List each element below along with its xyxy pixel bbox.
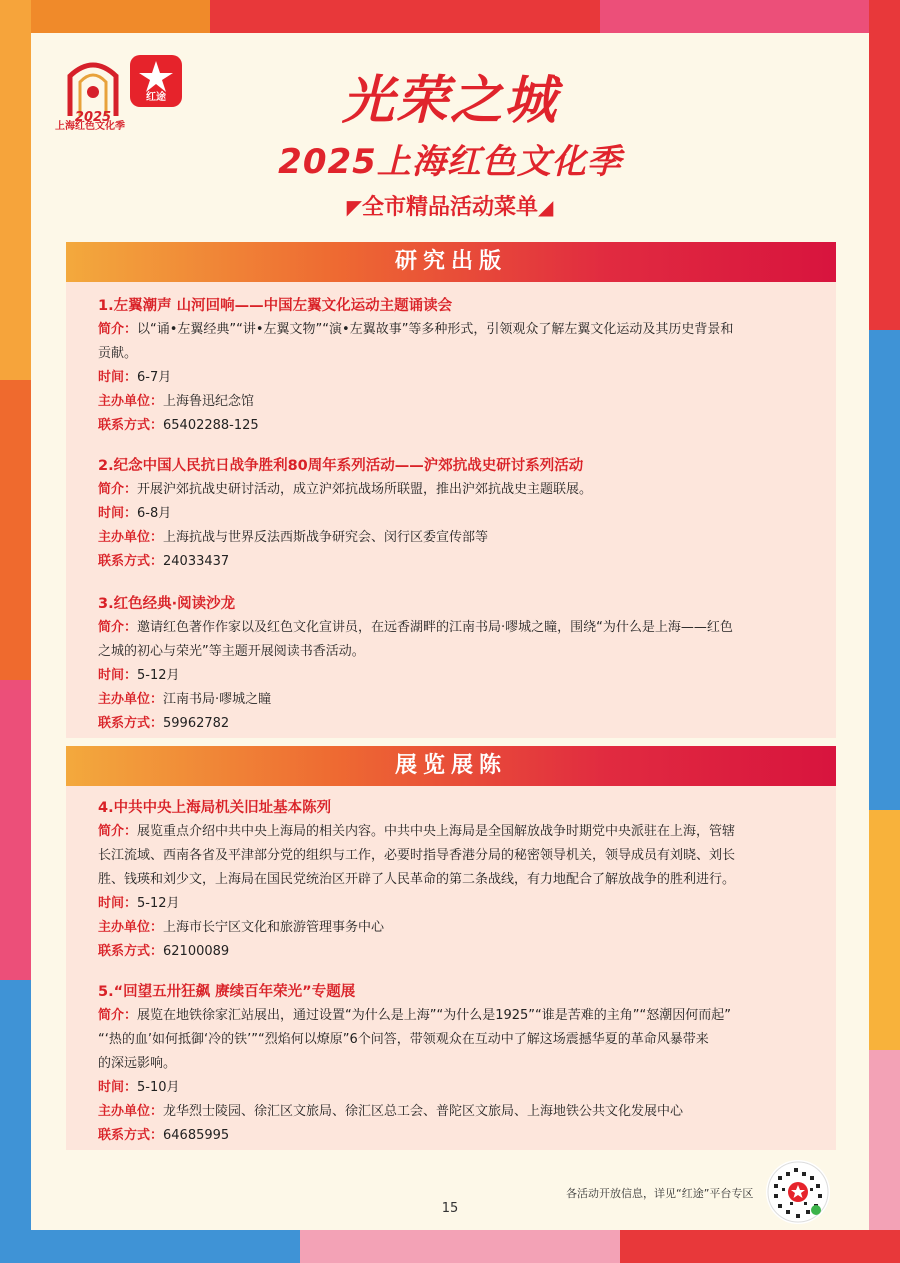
activity-title: 3.红色经典·阅读沙龙 [98,596,236,612]
frame-block [0,680,31,980]
page-number: 15 [441,1201,459,1216]
frame-block [210,0,600,33]
frame-block [300,1230,620,1263]
activity-time: 时间：6-8月 [98,506,172,521]
activity-time: 时间：5-12月 [98,668,180,683]
activity-intro-cont: 的深远影响。 [98,1056,177,1071]
activity-intro: 简介：邀请红色著作作家以及红色文化宣讲员，在远香湖畔的江南书局·嘐城之瞳，围绕“为什么是上海——红色 [98,620,733,635]
activity-intro-cont: 之城的初心与荣光”等主题开展阅读书香活动。 [98,644,365,659]
activity-intro-cont: 贡献。 [98,346,138,361]
activity-contact: 联系方式：62100089 [98,944,230,959]
bracket-left-icon: ◤ [346,195,362,219]
bracket-right-icon: ◢ [538,195,554,219]
activity-contact: 联系方式：65402288-125 [98,418,259,433]
calligraphy-title: 光荣之城 [341,70,558,131]
activity-item [98,454,818,574]
activity-host: 主办单位：龙华烈士陵园、徐汇区文旅局、徐汇区总工会、普陀区文旅局、上海地铁公共文化发展中心 [98,1104,684,1119]
activity-item [98,796,818,964]
qr-code[interactable] [766,1160,830,1224]
frame-block [0,980,31,1263]
activity-intro-cont: 长江流域、西南各省及平津部分党的组织与工作，必要时指导香港分局的秘密领导机关，领导成员有刘晓、刘长 [98,848,736,863]
activity-time: 时间：5-10月 [98,1080,180,1095]
activity-time: 时间：5-12月 [98,896,180,911]
activity-title: 5.“回望五卅狂飙 赓续百年荣光”专题展 [98,984,356,1000]
activity-contact: 联系方式：59962782 [98,716,230,731]
logo-caption: 上海红色文化季 [55,121,125,132]
activity-host: 主办单位：上海抗战与世界反法西斯战争研究会、闵行区委宣传部等 [98,530,489,545]
activity-contact: 联系方式：64685995 [98,1128,230,1143]
activity-title: 2.纪念中国人民抗日战争胜利80周年系列活动——沪郊抗战史研讨系列活动 [98,458,584,474]
activity-host: 主办单位：江南书局·嘐城之瞳 [98,692,272,707]
activity-intro: 简介：展览在地铁徐家汇站展出，通过设置“为什么是上海”“为什么是1925”“谁是苦难的主角”“怒潮因何而起” [98,1008,731,1023]
activity-intro-cont: “‘热的血’如何抵御‘冷的铁’”“烈焰何以燎原”6个问答，带领观众在互动中了解这场震撼华夏的革命风暴带来 [98,1032,709,1047]
activity-title: 1.左翼潮声 山河回响——中国左翼文化运动主题诵读会 [98,298,453,314]
frame-block [600,0,900,33]
hongtu-label: 红途 [146,92,166,103]
activity-intro: 简介：开展沪郊抗战史研讨活动，成立沪郊抗战场所联盟，推出沪郊抗战史主题联展。 [98,482,593,497]
page-subtitle [0,190,900,221]
subtitle-text: 全市精品活动菜单 [361,195,538,220]
frame-block [0,1230,300,1263]
activity-contact: 联系方式：24033437 [98,554,230,569]
logo-year: 2025 [74,110,112,125]
activity-host: 主办单位：上海市长宁区文化和旅游管理事务中心 [98,920,385,935]
page-title: 2025上海红色文化季 [278,142,622,182]
section-heading-research: 研究出版 [66,242,836,282]
footer-note: 各活动开放信息，详见“红途”平台专区 [566,1187,754,1200]
activity-intro-cont: 胜、钱瑛和刘少文，上海局在国民党统治区开辟了人民革命的第二条战线，有力地配合了解放战争的胜利进行。 [98,872,736,887]
qr-code-icon [766,1160,830,1224]
activity-host: 主办单位：上海鲁迅纪念馆 [98,394,255,409]
activity-item [98,592,818,736]
activity-title: 4.中共中央上海局机关旧址基本陈列 [98,800,332,816]
frame-block [0,380,31,680]
activity-item [98,980,818,1148]
activity-time: 时间：6-7月 [98,370,172,385]
activity-intro: 简介：展览重点介绍中共中央上海局的相关内容。中共中央上海局是全国解放战争时期党中央派驻在上海，管辖 [98,824,736,839]
frame-block [620,1230,900,1263]
frame-block [0,0,210,33]
frame-block [869,810,900,1050]
section-heading-exhibition: 展览展陈 [66,746,836,786]
activity-intro: 简介：以“诵•左翼经典”“讲•左翼文物”“演•左翼故事”等多种形式，引领观众了解左翼文化运动及其历史背景和 [98,322,734,337]
activity-item [98,294,818,438]
frame-block [869,330,900,810]
